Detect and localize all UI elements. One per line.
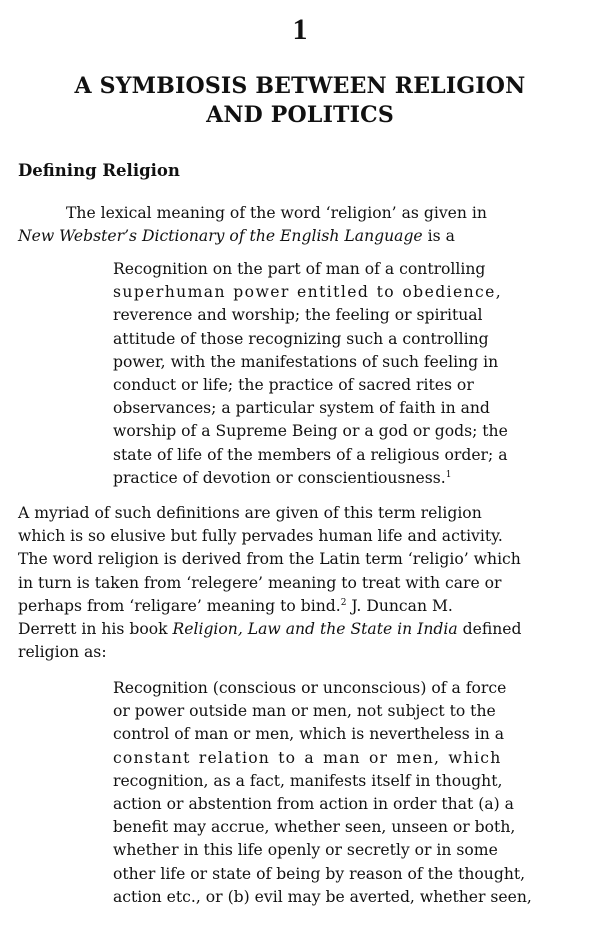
quote-line: attitude of those recognizing such a controlling — [113, 329, 489, 348]
paragraph-text: J. Duncan M. — [346, 596, 453, 615]
chapter-number: 1 — [292, 13, 308, 46]
quote-text: practice of devotion or conscientiousness. — [113, 468, 446, 487]
paragraph-line: The lexical meaning of the word ‘religion’ as given in — [66, 204, 487, 222]
chapter-title — [0, 72, 600, 130]
quote-line: or power outside man or men, not subject to the — [113, 702, 496, 721]
quote-line: observances; a particular system of faith in and — [113, 399, 490, 418]
footnote-marker[interactable]: 1 — [445, 469, 452, 480]
paragraph-line: religion as: — [18, 643, 107, 662]
intro-paragraph — [18, 202, 580, 248]
book-title: New Webster’s Dictionary of the English Language — [18, 227, 423, 246]
book-title: Religion, Law and the State in India — [172, 619, 458, 638]
paragraph-line — [18, 618, 580, 641]
quote-line: action etc., or (b) evil may be averted, whether seen, — [113, 887, 532, 906]
quote-line: conduct or life; the practice of sacred rites or — [113, 375, 474, 394]
chapter-title-line: A SYMBIOSIS BETWEEN RELIGION — [74, 73, 526, 99]
quote-line: Recognition on the part of man of a controlling — [113, 260, 486, 278]
quote-line: other life or state of being by reason of the thought, — [113, 864, 526, 883]
quote-line: superhuman power entitled to obedience, — [113, 283, 503, 302]
paragraph-line: A myriad of such definitions are given of this term religion — [18, 504, 482, 522]
quote-line: Recognition (conscious or unconscious) of a force — [113, 679, 507, 697]
quote-line: benefit may accrue, whether seen, unseen or both, — [113, 818, 516, 837]
quote-line: state of life of the members of a religious order; a — [113, 445, 508, 464]
body-paragraph — [18, 502, 580, 664]
paragraph-line: in turn is taken from ‘relegere’ meaning to treat with care or — [18, 573, 502, 592]
chapter-title-line: AND POLITICS — [206, 102, 394, 128]
quote-line: action or abstention from action in order that (a) a — [113, 794, 514, 813]
block-quote-derrett — [113, 677, 580, 909]
paragraph-line — [18, 595, 580, 618]
paragraph-text: defined — [457, 619, 522, 638]
section-heading: Defining Religion — [18, 161, 180, 180]
line-tail: is a — [422, 227, 455, 246]
quote-line: worship of a Supreme Being or a god or gods; the — [113, 422, 508, 441]
quote-line: control of man or men, which is nevertheless in a — [113, 725, 505, 744]
quote-line: power, with the manifestations of such feeling in — [113, 352, 499, 371]
quote-line — [113, 467, 580, 490]
block-quote-dictionary — [113, 258, 580, 490]
paragraph-text: Derrett in his book — [18, 619, 173, 638]
paragraph-line: The word religion is derived from the Latin term ‘religio’ which — [18, 550, 521, 569]
quote-line: reverence and worship; the feeling or spiritual — [113, 306, 483, 325]
quote-line: recognition, as a fact, manifests itself in thought, — [113, 771, 503, 790]
paragraph-text: perhaps from ‘religare’ meaning to bind. — [18, 596, 341, 615]
footnote-marker[interactable]: 2 — [340, 597, 347, 608]
paragraph-line — [18, 225, 580, 248]
quote-line: constant relation to a man or men, which — [113, 748, 502, 767]
quote-line: whether in this life openly or secretly or in some — [113, 841, 498, 860]
paragraph-line: which is so elusive but fully pervades human life and activity. — [18, 527, 503, 546]
